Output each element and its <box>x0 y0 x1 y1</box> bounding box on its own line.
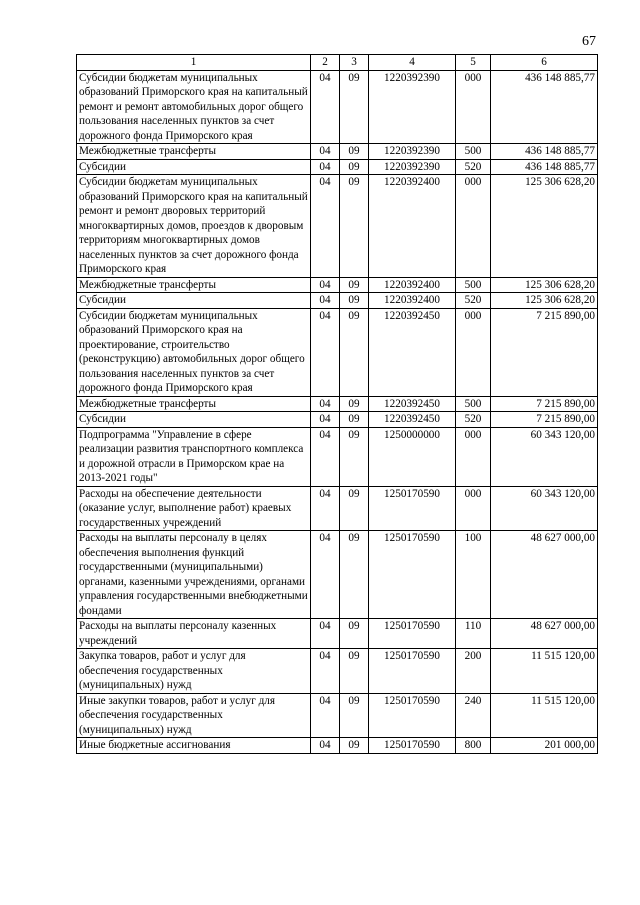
row-subsection-code: 09 <box>340 159 369 175</box>
row-section-code: 04 <box>311 649 340 694</box>
row-section-code: 04 <box>311 531 340 619</box>
row-subsection-code: 09 <box>340 70 369 144</box>
table-row <box>77 175 598 278</box>
table-row <box>77 159 598 175</box>
row-description: Межбюджетные трансферты <box>77 396 311 412</box>
row-amount: 7 215 890,00 <box>491 308 598 396</box>
row-subsection-code: 09 <box>340 619 369 649</box>
row-expense-type-code: 520 <box>456 159 491 175</box>
row-subsection-code: 09 <box>340 293 369 309</box>
row-expense-type-code: 500 <box>456 144 491 160</box>
row-amount: 48 627 000,00 <box>491 619 598 649</box>
row-amount: 436 148 885,77 <box>491 159 598 175</box>
row-section-code: 04 <box>311 619 340 649</box>
row-amount: 125 306 628,20 <box>491 175 598 278</box>
table-row <box>77 277 598 293</box>
row-amount: 125 306 628,20 <box>491 293 598 309</box>
row-target-code: 1220392450 <box>369 412 456 428</box>
row-subsection-code: 09 <box>340 277 369 293</box>
row-description: Субсидии <box>77 293 311 309</box>
row-section-code: 04 <box>311 277 340 293</box>
row-expense-type-code: 500 <box>456 396 491 412</box>
row-expense-type-code: 000 <box>456 175 491 278</box>
row-section-code: 04 <box>311 175 340 278</box>
row-expense-type-code: 520 <box>456 293 491 309</box>
row-section-code: 04 <box>311 738 340 754</box>
row-expense-type-code: 000 <box>456 308 491 396</box>
header-cell: 5 <box>456 55 491 71</box>
row-expense-type-code: 100 <box>456 531 491 619</box>
table-row <box>77 396 598 412</box>
row-target-code: 1250170590 <box>369 531 456 619</box>
row-target-code: 1220392390 <box>369 70 456 144</box>
row-description: Расходы на выплаты персоналу казенных учреждений <box>77 619 311 649</box>
table-row <box>77 308 598 396</box>
row-expense-type-code: 000 <box>456 427 491 486</box>
table-row <box>77 738 598 754</box>
row-amount: 436 148 885,77 <box>491 144 598 160</box>
table-row <box>77 144 598 160</box>
row-target-code: 1250170590 <box>369 649 456 694</box>
row-target-code: 1220392450 <box>369 396 456 412</box>
row-section-code: 04 <box>311 693 340 738</box>
row-expense-type-code: 240 <box>456 693 491 738</box>
row-subsection-code: 09 <box>340 412 369 428</box>
row-description: Подпрограмма "Управление в сфере реализации развития транспортного комплекса и дорожной отрасли в Приморском крае на 2013-2021 годы" <box>77 427 311 486</box>
row-target-code: 1220392390 <box>369 159 456 175</box>
budget-table <box>76 54 598 754</box>
table-row <box>77 531 598 619</box>
row-expense-type-code: 520 <box>456 412 491 428</box>
row-description: Субсидии бюджетам муниципальных образований Приморского края на капитальный ремонт и ремонт автомобильных дорог общего пользования населенных пунктов за счет дорожного фонда Приморского края <box>77 70 311 144</box>
header-cell: 6 <box>491 55 598 71</box>
header-cell: 4 <box>369 55 456 71</box>
row-description: Иные закупки товаров, работ и услуг для обеспечения государственных (муниципальных) нужд <box>77 693 311 738</box>
row-description: Расходы на выплаты персоналу в целях обеспечения выполнения функций государственными (муниципальными) органами, казенными учреждениями, органами управления государственными внебюджетными фондами <box>77 531 311 619</box>
row-subsection-code: 09 <box>340 649 369 694</box>
row-target-code: 1220392400 <box>369 175 456 278</box>
row-target-code: 1220392390 <box>369 144 456 160</box>
table-body <box>77 70 598 753</box>
row-description: Иные бюджетные ассигнования <box>77 738 311 754</box>
table-row <box>77 70 598 144</box>
header-row <box>77 55 598 71</box>
row-section-code: 04 <box>311 396 340 412</box>
row-amount: 201 000,00 <box>491 738 598 754</box>
row-description: Межбюджетные трансферты <box>77 277 311 293</box>
row-subsection-code: 09 <box>340 738 369 754</box>
header-cell: 1 <box>77 55 311 71</box>
table-row <box>77 427 598 486</box>
row-section-code: 04 <box>311 159 340 175</box>
row-amount: 60 343 120,00 <box>491 486 598 531</box>
row-expense-type-code: 200 <box>456 649 491 694</box>
row-description: Субсидии <box>77 412 311 428</box>
row-expense-type-code: 110 <box>456 619 491 649</box>
row-target-code: 1220392400 <box>369 293 456 309</box>
row-description: Закупка товаров, работ и услуг для обеспечения государственных (муниципальных) нужд <box>77 649 311 694</box>
row-section-code: 04 <box>311 308 340 396</box>
row-description: Субсидии бюджетам муниципальных образований Приморского края на капитальный ремонт и ремонт дворовых территорий многоквартирных домов, проездов к дворовым территориям многоквартирных домов населенных пунктов за счет дорожного фонда Приморского края <box>77 175 311 278</box>
row-expense-type-code: 000 <box>456 70 491 144</box>
table-row <box>77 486 598 531</box>
header-cell: 3 <box>340 55 369 71</box>
row-target-code: 1220392450 <box>369 308 456 396</box>
row-section-code: 04 <box>311 144 340 160</box>
table-row <box>77 293 598 309</box>
row-section-code: 04 <box>311 70 340 144</box>
header-cell: 2 <box>311 55 340 71</box>
row-amount: 125 306 628,20 <box>491 277 598 293</box>
row-section-code: 04 <box>311 293 340 309</box>
row-description: Расходы на обеспечение деятельности (оказание услуг, выполнение работ) краевых государственных учреждений <box>77 486 311 531</box>
row-amount: 7 215 890,00 <box>491 396 598 412</box>
row-description: Межбюджетные трансферты <box>77 144 311 160</box>
row-description: Субсидии бюджетам муниципальных образований Приморского края на проектирование, строительство (реконструкцию) автомобильных дорог общего пользования населенных пунктов за счет дорожного фонда Приморского края <box>77 308 311 396</box>
row-subsection-code: 09 <box>340 396 369 412</box>
row-subsection-code: 09 <box>340 144 369 160</box>
row-target-code: 1250000000 <box>369 427 456 486</box>
row-target-code: 1220392400 <box>369 277 456 293</box>
row-amount: 48 627 000,00 <box>491 531 598 619</box>
table-row <box>77 649 598 694</box>
row-expense-type-code: 800 <box>456 738 491 754</box>
row-amount: 60 343 120,00 <box>491 427 598 486</box>
row-amount: 11 515 120,00 <box>491 649 598 694</box>
row-target-code: 1250170590 <box>369 619 456 649</box>
row-subsection-code: 09 <box>340 486 369 531</box>
table-row <box>77 412 598 428</box>
row-description: Субсидии <box>77 159 311 175</box>
row-expense-type-code: 500 <box>456 277 491 293</box>
row-subsection-code: 09 <box>340 427 369 486</box>
row-target-code: 1250170590 <box>369 738 456 754</box>
row-target-code: 1250170590 <box>369 693 456 738</box>
page-number: 67 <box>582 34 596 49</box>
row-amount: 7 215 890,00 <box>491 412 598 428</box>
row-expense-type-code: 000 <box>456 486 491 531</box>
row-section-code: 04 <box>311 486 340 531</box>
row-subsection-code: 09 <box>340 308 369 396</box>
row-subsection-code: 09 <box>340 531 369 619</box>
row-amount: 11 515 120,00 <box>491 693 598 738</box>
row-amount: 436 148 885,77 <box>491 70 598 144</box>
row-section-code: 04 <box>311 412 340 428</box>
row-subsection-code: 09 <box>340 693 369 738</box>
table-row <box>77 693 598 738</box>
table-row <box>77 619 598 649</box>
row-section-code: 04 <box>311 427 340 486</box>
row-target-code: 1250170590 <box>369 486 456 531</box>
row-subsection-code: 09 <box>340 175 369 278</box>
